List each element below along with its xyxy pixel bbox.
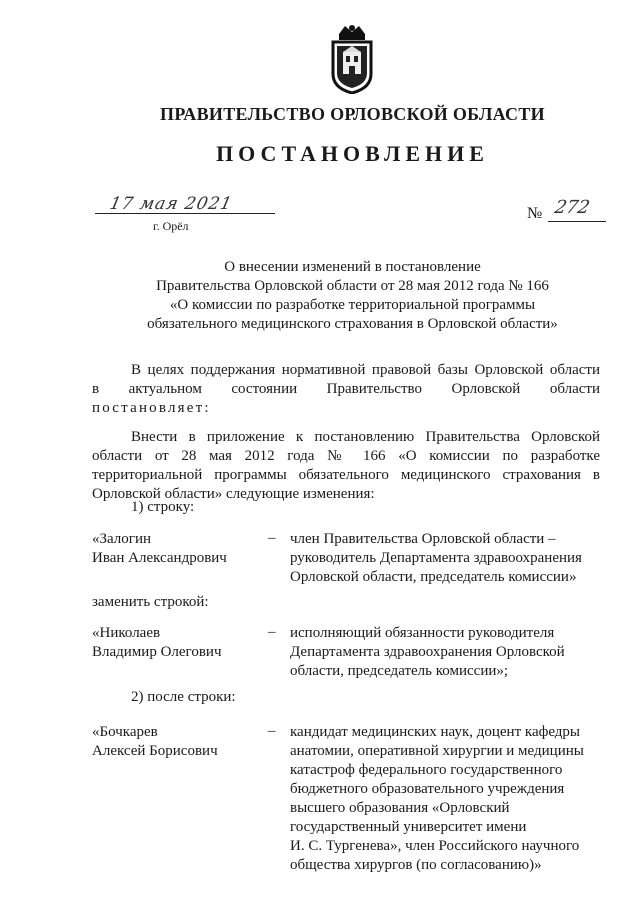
entry-3-name xyxy=(92,723,262,761)
number-underline xyxy=(548,221,606,222)
name-line: «Николаев xyxy=(92,625,161,641)
description-line: общества хирургов (по согласованию)» xyxy=(290,857,542,873)
name-line: Владимир Олегович xyxy=(92,644,222,660)
name-line: «Залогин xyxy=(92,531,151,547)
entry-1-description xyxy=(290,530,605,587)
number-sign: № xyxy=(527,205,543,222)
government-title: ПРАВИТЕЛЬСТВО ОРЛОВСКОЙ ОБЛАСТИ xyxy=(160,104,545,124)
handwritten-number: 272 xyxy=(552,197,592,218)
amendment-intro-paragraph: Внести в приложение к постановлению Правительства Орловской области от 28 мая 2012 года № 166 «О комиссии по разработке территориальной программы обязательного медицинского страхования в Орловской области» следующие изменения: xyxy=(92,429,600,502)
description-line: исполняющий обязанности руководителя xyxy=(290,625,555,641)
entry-2-dash: – xyxy=(268,624,276,640)
description-line: Департамента здравоохранения Орловской xyxy=(290,644,565,660)
description-line: анатомии, оперативной хирургии и медицины xyxy=(290,743,584,759)
coat-of-arms-icon xyxy=(327,22,377,94)
item-1-label: 1) строку: xyxy=(131,499,195,515)
description-line: И. С. Тургенева», член Российского научного xyxy=(290,838,580,854)
name-line: Алексей Борисович xyxy=(92,743,218,759)
city-label: г. Орёл xyxy=(153,219,189,233)
description-line: бюджетного образовательного учреждения xyxy=(290,781,565,797)
description-line: катастроф федерального государственного xyxy=(290,762,563,778)
document-type-title: ПОСТАНОВЛЕНИЕ xyxy=(216,141,489,166)
entry-2-name xyxy=(92,624,262,662)
subject-line: Правительства Орловской области от 28 мая 2012 года № 166 xyxy=(156,278,549,294)
description-line: высшего образования «Орловский xyxy=(290,800,510,816)
handwritten-date: 17 мая 2021 xyxy=(107,194,235,214)
name-line: Иван Александрович xyxy=(92,550,227,566)
preamble-paragraph xyxy=(92,361,600,418)
entry-3-dash: – xyxy=(268,723,276,739)
item-2-label: 2) после строки: xyxy=(131,689,236,705)
description-line: руководитель Департамента здравоохранения xyxy=(290,550,582,566)
replace-label: заменить строкой: xyxy=(92,594,209,610)
description-line: Орловской области, председатель комиссии» xyxy=(290,569,577,585)
description-line: государственный университет имени xyxy=(290,819,527,835)
date-underline xyxy=(95,213,275,214)
subject-line: «О комиссии по разработке территориальной программы xyxy=(169,297,536,313)
entry-1-name xyxy=(92,530,262,568)
description-line: области, председатель комиссии»; xyxy=(290,663,509,679)
entry-1-dash: – xyxy=(268,530,276,546)
description-line: кандидат медицинских наук, доцент кафедры xyxy=(290,724,580,740)
entry-3-description xyxy=(290,723,605,875)
name-line: «Бочкарев xyxy=(92,724,158,740)
subject-line: обязательного медицинского страхования в Орловской области» xyxy=(147,316,558,332)
entry-2-description xyxy=(290,624,605,681)
preamble-line: постановляет: xyxy=(92,400,211,416)
preamble-line: в актуальном состоянии Правительство Орловской области xyxy=(92,381,600,397)
subject-line: О внесении изменений в постановление xyxy=(224,259,481,275)
preamble-line: В целях поддержания нормативной правовой базы Орловской области xyxy=(131,362,600,378)
description-line: член Правительства Орловской области – xyxy=(290,531,556,547)
document-subject xyxy=(60,258,640,334)
